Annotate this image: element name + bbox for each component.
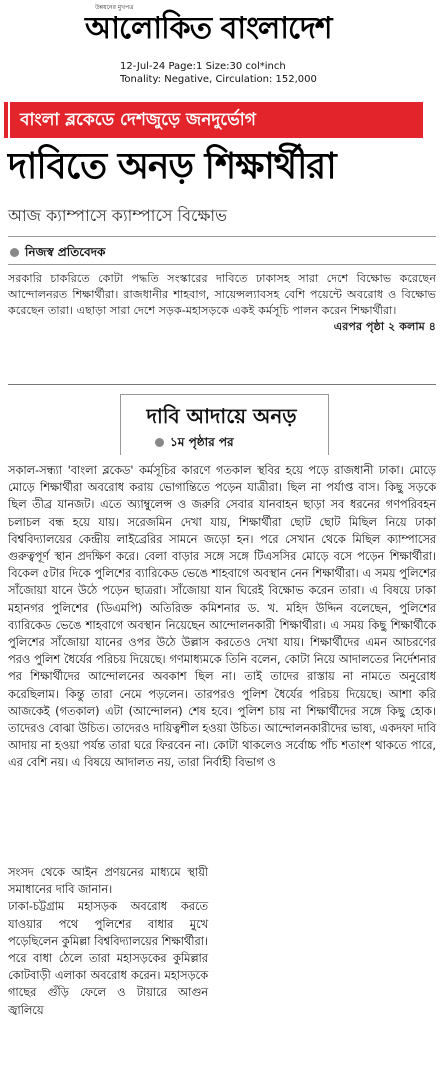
article-kicker: বাংলা ব্লকেডে দেশজুড়ে জনদুর্ভোগ [10, 102, 423, 138]
kicker-accent-bar [4, 102, 8, 138]
bullet-icon [10, 248, 19, 257]
clipping-meta-date-page: 12-Jul-24 Page:1 Size:30 col*inch [120, 61, 286, 72]
newspaper-logo: আলোকিত বাংলাদেশ [85, 11, 332, 46]
continuation-from [155, 434, 234, 450]
byline [10, 244, 105, 260]
divider [8, 384, 436, 385]
article-intro [8, 271, 436, 335]
masthead [0, 0, 443, 58]
intro-text: সরকারি চাকরিতে কোটা পদ্ধতি সংস্কারের দাবিতে ঢাকাসহ সারা দেশে বিক্ষোভ করেছেন আন্দোলনরত শিক্ষার্থীরা। রাজধানীর শাহবাগ, সায়েন্সল্যাবসহ বেশি পয়েন্টে অবরোধ ও বিক্ষোভ করেছেন তারা। এছাড়া সারা দেশে সড়ক-মহাসড়কে একই কর্মসূচি পালন করেন শিক্ষার্থীরা। [8, 272, 436, 317]
divider [8, 236, 436, 237]
article-body-column [8, 864, 208, 1019]
article-body: সকাল-সন্ধ্যা 'বাংলা ব্লকেড' কর্মসূচির কারণে গতকাল স্থবির হয়ে পড়ে রাজধানী ঢাকা। মোড়ে মোড়ে শিক্ষার্থীরা অবরোধ করায় ভোগান্তিতে পড়েন যাত্রীরা। ছিল না পর্যাপ্ত বাস। কিছু সড়কে ছিল তীব্র যানজট। এতে অ্যাম্বুলেন্স ও জরুরি সেবার যানবাহন ছাড়া সব ধরনের গণপরিবহন চলাচল বন্ধ হয়ে যায়। সরেজমিন দেখা যায়, শিক্ষার্থীরা ছোট ছোট মিছিল নিয়ে ঢাকা বিশ্ববিদ্যালয়ের কেন্দ্রীয় লাইব্রেরির সামনে জড়ো হন। পরে সেখান থেকে মিছিল ক্যাম্পাসের গুরুত্বপূর্ণ স্থান প্রদক্ষিণ করে। বেলা বাড়ার সঙ্গে সঙ্গে টিএসসির মোড়ে বসে পড়েন শিক্ষার্থীরা। বিকেল ৫টার দিকে পুলিশের ব্যারিকেড ভেঙে শাহবাগে অবস্থান নেন শিক্ষার্থীরা। এ সময় পুলিশের সাঁজোয়া যানে উঠে পড়েন ছাত্ররা। সাঁজোয়া যান ঘিরেই বিক্ষোভ করেন তারা। এ বিষয়ে ঢাকা মহানগর পুলিশের (ডিএমপি) অতিরিক্ত কমিশনার ড. খ. মহিদ উদ্দিন বলেছেন, পুলিশের ব্যারিকেড ভেঙে শাহবাগে অবস্থান নিয়েছেন আন্দোলনকারী শিক্ষার্থীরা। এ সময় কিছু শিক্ষার্থীকে পুলিশের সাঁজোয়া যানের ওপর উঠে উল্লাস করতেও দেখা যায়। শিক্ষার্থীদের এমন আচরণের পরও পুলিশ ধৈর্যের পরিচয় দিয়েছে। গণমাধ্যমকে তিনি বলেন, কোটা নিয়ে আদালতের নির্দেশনার পর শিক্ষার্থীদের আন্দোলনের অবকাশ ছিল না। তাই তাদের রাস্তায় না নামতে অনুরোধ করেছিলাম। কিন্তু তারা নেমে পড়লেন। তারপরও পুলিশ ধৈর্যের পরিচয় দিয়েছে। আশা করি আজকেই (গতকাল) এটা (আন্দোলন) শেষ হবে। পুলিশ চায় না শিক্ষার্থীদের সঙ্গে কিছু হোক। তাদেরও বোঝা উচিত। তাদেরও দায়িত্বশীল হওয়া উচিত। আন্দোলনকারীদের ভাষ্য, একদফা দাবি আদায় না হওয়া পর্যন্ত তারা ঘরে ফিরবেন না। কোটা থাকলেও সর্বোচ্চ পাঁচ শতাংশ থাকতে পারে, এর বেশি নয়। এ বিষয়ে আদালত নয়, তারা নির্বাহী বিভাগ ও [8, 464, 436, 770]
masthead-tagline: উন্নয়নের মুখপত্র [95, 4, 134, 11]
continued-on-label: এরপর পৃষ্ঠা ২ কলাম ৪ [333, 320, 436, 333]
continuation-from-text: ১ম পৃষ্ঠার পর [170, 435, 234, 449]
clipping-meta-tonality: Tonality: Negative, Circulation: 152,000 [120, 74, 317, 85]
byline-text: নিজস্ব প্রতিবেদক [25, 245, 106, 259]
article-subhead: আজ ক্যাম্পাসে ক্যাম্পাসে বিক্ষোভ [8, 206, 227, 225]
article-headline: দাবিতে অনড় শিক্ষার্থীরা [8, 146, 336, 187]
body-paragraph: সংসদ থেকে আইন প্রণয়নের মাধ্যমে স্থায়ী সমাধানের দাবি জানান। [8, 866, 208, 897]
divider [8, 264, 436, 265]
body-paragraph: ঢাকা-চট্টগ্রাম মহাসড়ক অবরোধ করতে যাওয়ার পথে পুলিশের বাধার মুখে পড়েছিলেন কুমিল্লা বিশ্ববিদ্যালয়ের শিক্ষার্থীরা। পরে বাধা ঠেলে তারা মহাসড়কের কুমিল্লার কোটবাড়ী এলাকা অবরোধ করেন। মহাসড়কে গাছের গুঁড়ি ফেলে ও টায়ারে আগুন জ্বালিয়ে [8, 900, 208, 1017]
bullet-icon [155, 438, 164, 447]
continuation-title: দাবি আদায়ে অনড় [146, 404, 297, 428]
